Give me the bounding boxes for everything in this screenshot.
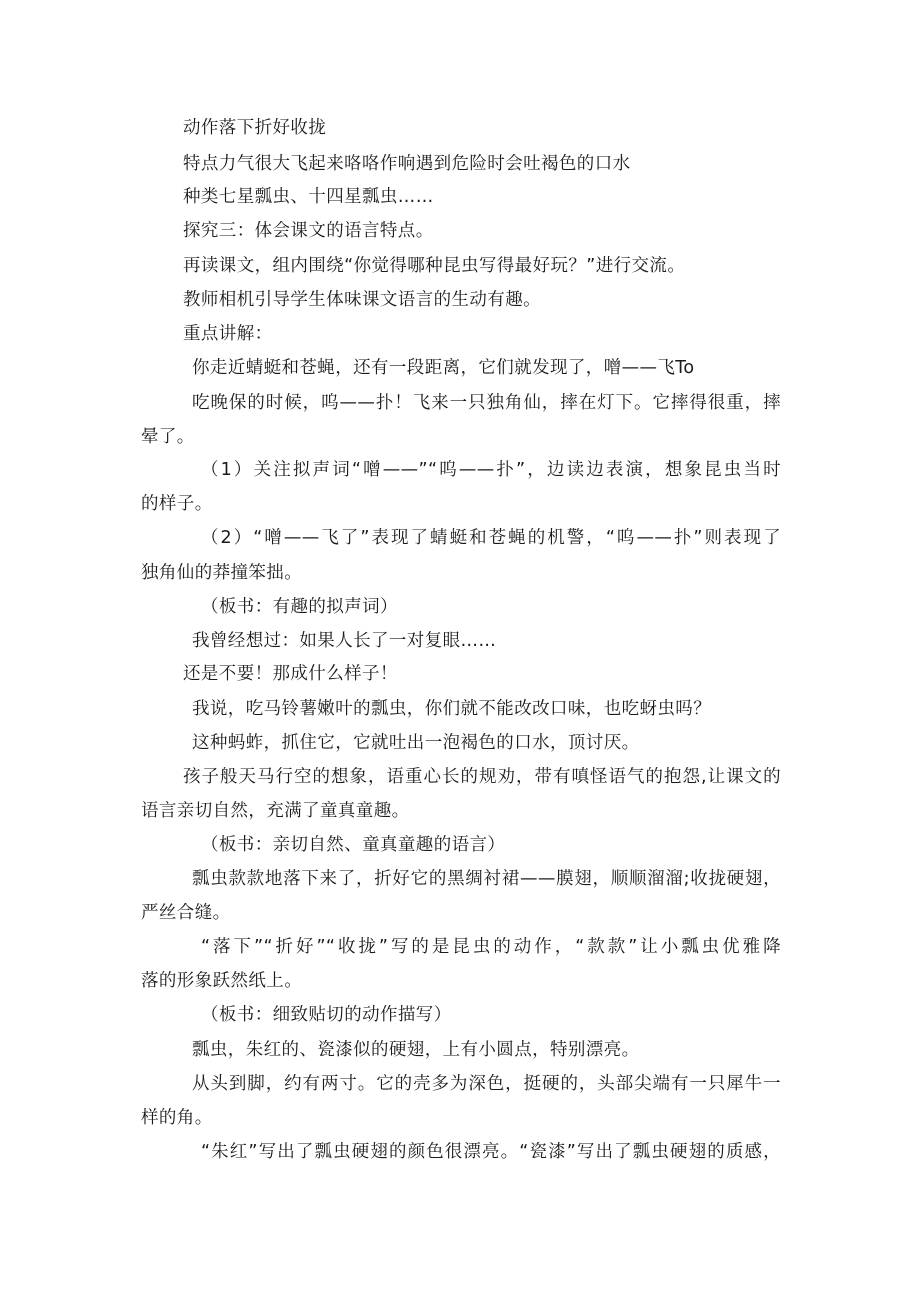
section-heading: 探究三：体会课文的语言特点。	[183, 221, 434, 241]
board-note: （板书：亲切自然、童真童趣的语言）	[201, 835, 506, 855]
text-line: 落的形象跃然纸上。	[141, 971, 303, 991]
quote-line: 我曾经想过：如果人长了一对复眼……	[192, 631, 497, 651]
quote-line: 吃晚保的时候，呜——扑！飞来一只独角仙，摔在灯下。它摔得很重，摔	[192, 393, 781, 413]
quote-line: 从头到脚，约有两寸。它的壳多为深色，挺硬的，头部尖端有一只犀牛一	[192, 1074, 781, 1094]
text-line: 语言亲切自然，充满了童真童趣。	[141, 801, 410, 821]
quote-line: 瓢虫款款地落下来了，折好它的黑绸衬裙——膜翅，顺顺溜溜;收拢硬翅，	[192, 869, 781, 889]
board-note: （板书：细致贴切的动作描写）	[201, 1005, 452, 1025]
text-line: 再读课文，组内围绕“你觉得哪种昆虫写得最好玩？”进行交流。	[183, 256, 686, 276]
text-line: 孩子般天马行空的想象，语重心长的规劝，带有嗔怪语气的抱怨,让课文的	[183, 767, 781, 787]
quote-line: 还是不要！那成什么样子！	[183, 664, 398, 684]
text-line: 重点讲解：	[183, 324, 273, 344]
text-line: 种类七星瓢虫、十四星瓢虫……	[183, 187, 434, 207]
board-note: （板书：有趣的拟声词）	[201, 597, 398, 617]
text-line: 动作落下折好收拢	[183, 118, 327, 138]
quote-line: 样的角。	[141, 1108, 213, 1128]
quote-line: 这种蚂蚱，抓住它，它就吐出一泡褐色的口水，顶讨厌。	[192, 733, 640, 753]
quote-line: 你走近蜻蜓和苍蝇，还有一段距离，它们就发现了，噌——飞To	[192, 358, 695, 378]
text-line: 的样子。	[141, 494, 213, 514]
quote-line: 我说，吃马铃薯嫩叶的瓢虫，你们就不能改改口味，也吃蚜虫吗？	[192, 699, 712, 719]
quote-line: 严丝合缝。	[141, 903, 231, 923]
text-line: 独角仙的莽撞笨拙。	[141, 563, 303, 583]
text-line: 特点力气很大飞起来咯咯作响遇到危险时会吐褐色的口水	[183, 154, 631, 174]
text-line: “落下”“折好”“收拢”写的是昆虫的动作，“款款”让小瓢虫优雅降	[201, 937, 781, 957]
text-line: （2）“噌——飞了”表现了蜻蜓和苍蝇的机警，“呜——扑”则表现了	[201, 528, 781, 548]
quote-line: 瓢虫，朱红的、瓷漆似的硬翅，上有小圆点，特别漂亮。	[192, 1040, 640, 1060]
text-line: （1）关注拟声词“噌——”“呜——扑”，边读边表演，想象昆虫当时	[201, 460, 781, 480]
quote-line: 晕了。	[141, 427, 195, 447]
text-line: 教师相机引导学生体味课文语言的生动有趣。	[183, 290, 541, 310]
text-line: “朱红”写出了瓢虫硬翅的颜色很漂亮。“瓷漆”写出了瓢虫硬翅的质感，	[201, 1142, 781, 1162]
